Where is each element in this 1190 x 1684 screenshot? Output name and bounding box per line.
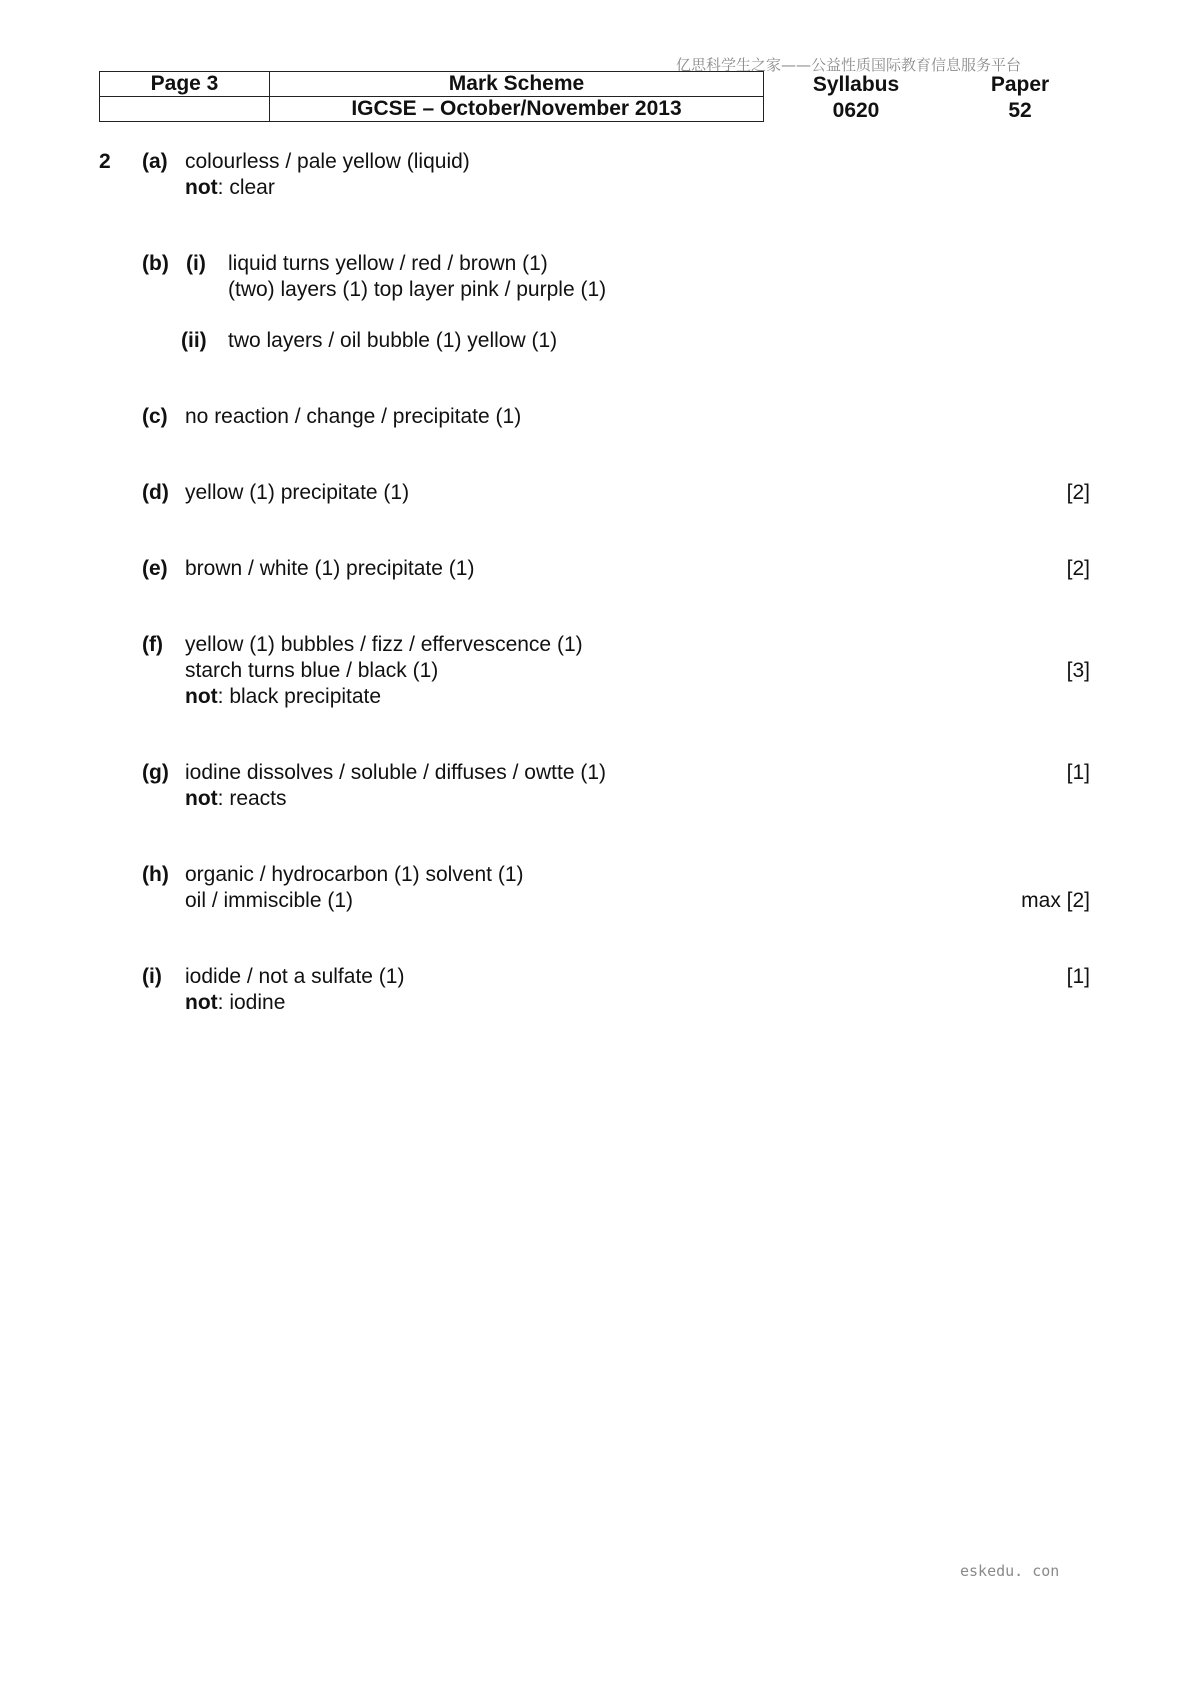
part-h-mark: max [2] [1021, 889, 1090, 912]
question-number: 2 [99, 150, 111, 173]
part-g-label: (g) [142, 761, 169, 784]
part-d-line1: yellow (1) precipitate (1) [185, 481, 410, 504]
part-h-line1: organic / hydrocarbon (1) solvent (1) [185, 863, 524, 886]
header-paper-value: 52 [1008, 99, 1032, 122]
watermark-bottom: eskedu. con [960, 1562, 1060, 1580]
part-c-label: (c) [142, 405, 168, 428]
part-f-mark: [3] [1066, 659, 1090, 682]
part-f-line2: starch turns blue / black (1) [185, 659, 439, 682]
part-e-mark: [2] [1066, 557, 1090, 580]
header-paper-label: Paper [990, 73, 1050, 96]
not-label: not [185, 991, 218, 1014]
not-text: : iodine [217, 991, 286, 1014]
part-i-line1: iodide / not a sulfate (1) [185, 965, 405, 988]
header-subtitle: IGCSE – October/November 2013 [270, 97, 764, 122]
header-empty-cell [100, 97, 270, 122]
part-a-not [185, 175, 275, 201]
part-b-ii-label: (ii) [181, 329, 207, 352]
part-b-ii-line1: two layers / oil bubble (1) yellow (1) [228, 329, 558, 352]
not-text: : black precipitate [217, 685, 382, 708]
part-a-label: (a) [142, 150, 168, 173]
part-e-label: (e) [142, 557, 168, 580]
part-f-line1: yellow (1) bubbles / fizz / effervescence (1) [185, 633, 583, 656]
part-h-label: (h) [142, 863, 169, 886]
part-b-i-label: (i) [186, 252, 206, 275]
part-g-line1: iodine dissolves / soluble / diffuses / owtte (1) [185, 761, 606, 784]
part-e-line1: brown / white (1) precipitate (1) [185, 557, 475, 580]
part-f-not [185, 684, 381, 710]
part-h-line2: oil / immiscible (1) [185, 889, 354, 912]
header-table [99, 71, 764, 122]
not-label: not [185, 685, 218, 708]
header-syllabus-label: Syllabus [812, 73, 900, 96]
part-i-mark: [1] [1066, 965, 1090, 988]
not-label: not [185, 787, 218, 810]
not-label: not [185, 176, 218, 199]
not-text: : clear [217, 176, 275, 199]
part-i-label: (i) [142, 965, 162, 988]
part-g-mark: [1] [1066, 761, 1090, 784]
header-page: Page 3 [100, 72, 270, 97]
part-i-not [185, 990, 285, 1016]
part-f-label: (f) [142, 633, 163, 656]
part-d-mark: [2] [1066, 481, 1090, 504]
part-g-not [185, 786, 287, 812]
part-b-label: (b) [142, 252, 169, 275]
part-d-label: (d) [142, 481, 169, 504]
not-text: : reacts [217, 787, 287, 810]
part-a-line1: colourless / pale yellow (liquid) [185, 150, 470, 173]
watermark-top: 亿思科学生之家——公益性质国际教育信息服务平台 [676, 56, 1022, 74]
part-b-i-line1: liquid turns yellow / red / brown (1) [228, 252, 548, 275]
header-syllabus-value: 0620 [832, 99, 880, 122]
part-c-line1: no reaction / change / precipitate (1) [185, 405, 522, 428]
header-title: Mark Scheme [270, 72, 764, 97]
part-b-i-line2: (two) layers (1) top layer pink / purple (1) [228, 278, 607, 301]
